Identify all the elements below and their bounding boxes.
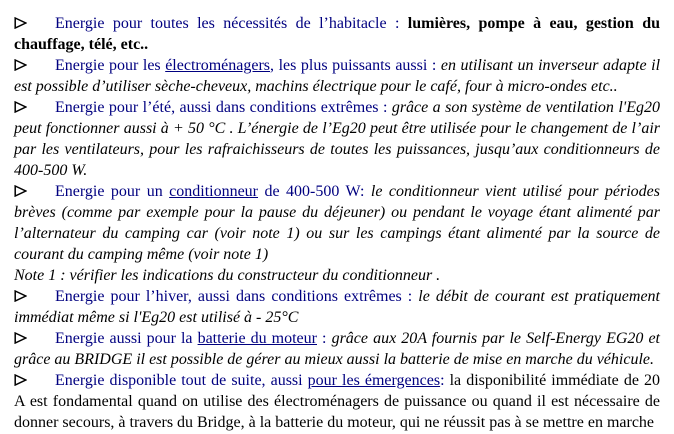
bullet-paragraph-batterie: [14, 328, 660, 370]
lead-text: :: [440, 372, 450, 389]
lead-text: Energie pour les: [55, 57, 166, 74]
italic-text: le conditionneur vient utilisé pour périodes brèves (comme par exemple pour la pause du déjeuner) ou pendant le voyage étant alimenté par l’alternateur du camping car (voir note 1) ou sur les campings étant alimenté par la source de courant du camping même (voir note 1): [14, 183, 660, 263]
arrow-bullet-icon: [14, 13, 27, 34]
lead-text: :: [317, 330, 332, 347]
bullet-paragraph-hiver: [14, 286, 660, 328]
lead-text: Energie aussi pour la: [55, 330, 198, 347]
italic-text: grâce a son système de ventilation l'Eg20 peut fonctionner aussi à + 50 °C . L’énergie de l’Eg20 peut être utilisée pour le changement de l’air par les ventilateurs, pour les rafraichisseurs de toutes les puissances, jusqu’aux conditionneurs de 400-500 W.: [14, 99, 660, 179]
arrow-bullet-icon: [14, 328, 27, 349]
lead-text: Energie pour l’été, aussi dans conditions extrêmes :: [55, 99, 392, 116]
lead-text: Energie pour un: [55, 183, 170, 200]
italic-text: le débit de courant est pratiquement immédiat même si l'Eg20 est utilisé à - 25°C: [14, 288, 660, 326]
arrow-bullet-icon: [14, 181, 27, 202]
lead-text: Energie pour toutes les nécessités de l’habitacle :: [55, 15, 408, 32]
arrow-bullet-icon: [14, 55, 27, 76]
plain-text: la disponibilité immédiate de 20 A est fondamental quand on utilise des électroménagers de puissance ou quand il est nécessaire de donner secours, à travers du Bridge, à la batterie du moteur, qui ne réussit pas à se mettre en marche: [14, 372, 660, 431]
link-batterie-du-moteur[interactable]: batterie du moteur: [197, 330, 317, 347]
link-pour-les-emergences[interactable]: pour les émergences: [307, 372, 441, 389]
bullet-paragraph-electromenagers: [14, 55, 660, 97]
bullet-paragraph-habitacle: [14, 13, 660, 55]
link-conditionneur[interactable]: conditionneur: [169, 183, 259, 200]
bullet-paragraph-conditionneur: [14, 181, 660, 265]
bullet-paragraph-ete: [14, 97, 660, 181]
italic-text: grâce aux 20A fournis par le Self-Energy EG20 et grâce au BRIDGE il est possible de gérer au mieux aussi la batterie de mise en marche du véhicule.: [14, 330, 660, 368]
italic-text: en utilisant un inverseur adapte il est possible d’utiliser sèche-cheveux, machins électrique pour le café, four à micro-ondes etc..: [14, 57, 661, 95]
bold-text: lumières, pompe à eau, gestion du chauffage, télé, etc..: [14, 15, 660, 53]
arrow-bullet-icon: [14, 97, 27, 118]
arrow-bullet-icon: [14, 286, 27, 307]
lead-text: , les plus puissants aussi :: [270, 57, 441, 74]
lead-text: de 400-500 W:: [258, 183, 371, 200]
note-paragraph: [14, 265, 660, 286]
arrow-bullet-icon: [14, 370, 27, 391]
link-electromenagers[interactable]: électroménagers: [165, 57, 271, 74]
note-text: Note 1 : vérifier les indications du constructeur du conditionneur .: [14, 267, 441, 284]
lead-text: Energie pour l’hiver, aussi dans conditions extrêmes :: [55, 288, 419, 305]
bullet-paragraph-emergences: [14, 370, 660, 433]
lead-text: Energie disponible tout de suite, aussi: [55, 372, 308, 389]
